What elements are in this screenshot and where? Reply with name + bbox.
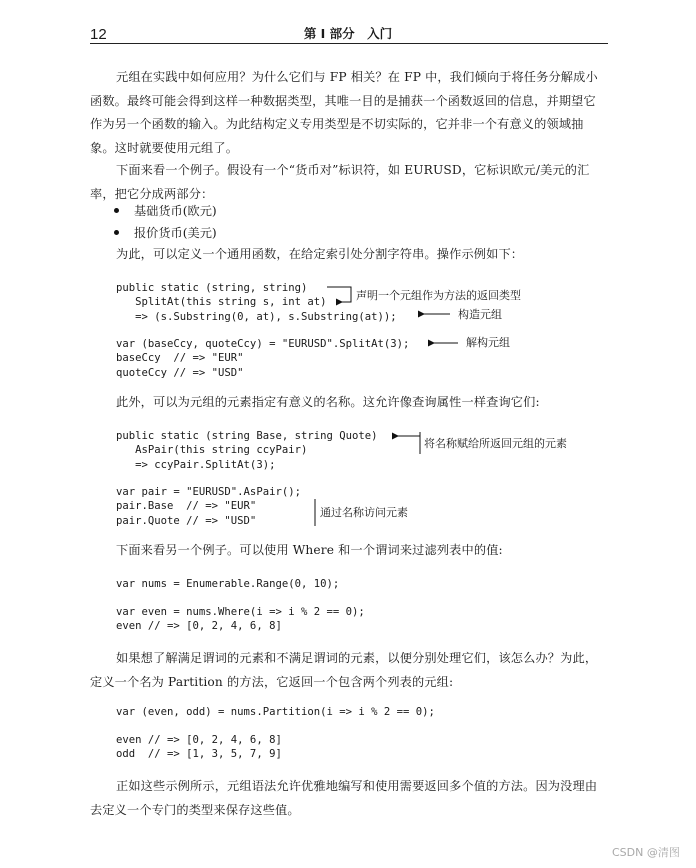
watermark: CSDN @清图 (612, 846, 680, 859)
paragraph-partition: 如果想了解满足谓词的元素和不满足谓词的元素，以便分别处理它们，该怎么办？为此，定义一个名为 Partition 的方法，它返回一个包含两个列表的元组: (90, 651, 598, 689)
page-number: 12 (90, 26, 107, 43)
code-partition-result: even // => [0, 2, 4, 6, 8] odd // => [1, 3, 5, 7, 9] (116, 734, 282, 761)
paragraph-where: 下面来看另一个例子。可以使用 Where 和一个谓词来过滤列表中的值: (116, 543, 503, 557)
code-splitat-definition: public static (string, string) SplitAt(this string s, int at) => (s.Substring(0, at), s.Substring(at)); (116, 282, 397, 323)
paragraph-intro: 元组在实践中如何应用？为什么它们与 FP 相关？在 FP 中，我们倾向于将任务分解成小函数。最终可能会得到这样一种数据类型，其唯一目的是捕获一个函数返回的信息，并期望它作为另一个函数的输入。为此结构定义专用类型是不切实际的，它并非一个有意义的领域抽象。这时就要使用元组了。 (90, 70, 598, 155)
paragraph-example: 下面来看一个例子。假设有一个“货币对”标识符，如 EURUSD，它标识欧元/美元的汇率，把它分成两部分： (90, 163, 590, 201)
bullet-text: 报价货币(美元) (134, 226, 217, 240)
code-aspair-definition: public static (string Base, string Quote) AsPair(this string ccyPair) => ccyPair.SplitAt(3); (116, 430, 378, 471)
paragraph-conclusion: 正如这些示例所示，元组语法允许优雅地编写和使用需要返回多个值的方法。因为没理由去定义一个专门的类型来保存这些值。 (90, 779, 598, 817)
annotation-name-elements: 将名称赋给所返回元组的元素 (424, 437, 567, 450)
chapter-header: 第 I 部分 入门 (303, 26, 393, 41)
annotation-construct-tuple: 构造元组 (458, 308, 502, 321)
code-where: var even = nums.Where(i => i % 2 == 0); even // => [0, 2, 4, 6, 8] (116, 606, 365, 633)
paragraph-splitat: 为此，可以定义一个通用函数，在给定索引处分割字符串。操作示例如下： (116, 247, 524, 261)
bullet-text: 基础货币(欧元) (134, 204, 217, 218)
code-range: var nums = Enumerable.Range(0, 10); (116, 578, 340, 590)
code-deconstruct: var (baseCcy, quoteCcy) = "EURUSD".SplitAt(3); baseCcy // => "EUR" quoteCcy // => "USD" (116, 338, 410, 379)
paragraph-named-elements: 此外，可以为元组的元素指定有意义的名称。这允许像查询属性一样查询它们: (116, 395, 540, 409)
annotation-access-by-name: 通过名称访问元素 (320, 506, 408, 519)
code-aspair-usage: var pair = "EURUSD".AsPair(); pair.Base // => "EUR" pair.Quote // => "USD" (116, 486, 301, 527)
annotation-deconstruct-tuple: 解构元组 (466, 336, 510, 349)
code-partition: var (even, odd) = nums.Partition(i => i % 2 == 0); (116, 706, 435, 718)
annotation-declare-tuple: 声明一个元组作为方法的返回类型 (356, 289, 521, 302)
callout-arrow-declare (327, 287, 351, 302)
